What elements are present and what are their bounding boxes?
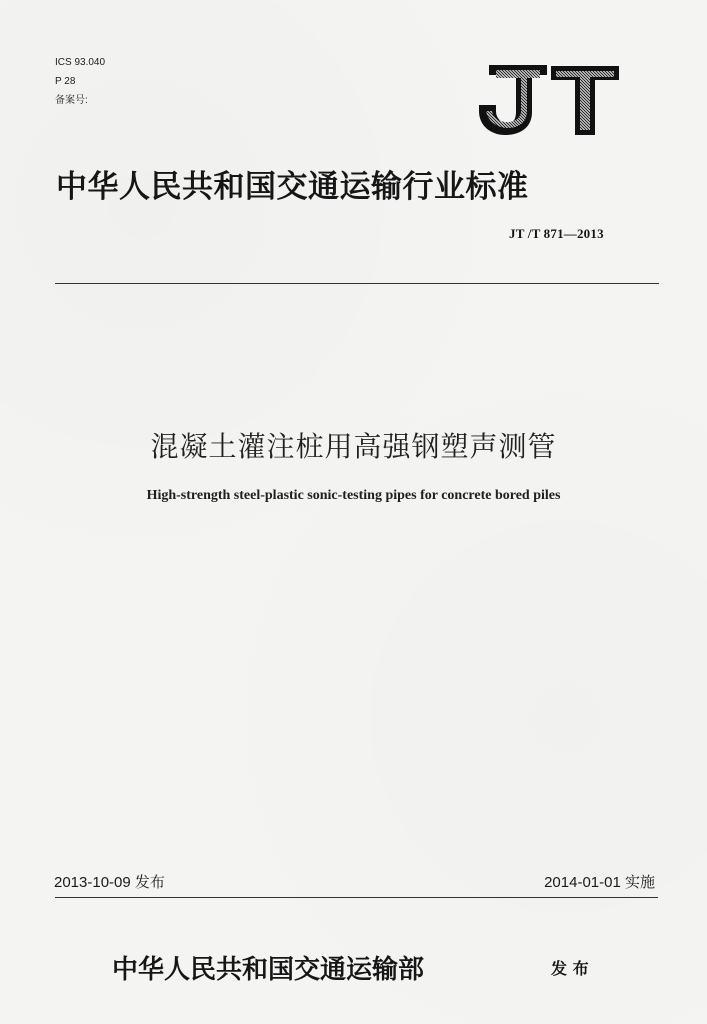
p-code: P 28 xyxy=(55,76,76,87)
jt-logo-mark xyxy=(479,65,619,135)
document-title-english: High-strength steel-plastic sonic-testing pipes for concrete bored piles xyxy=(146,488,561,503)
jt-logo xyxy=(474,60,624,138)
top-divider xyxy=(55,283,659,284)
document-title-chinese: 混凝土灌注桩用高强钢塑声测管 xyxy=(150,430,557,463)
standard-organization: 中华人民共和国交通运输行业标准 xyxy=(56,169,529,205)
release-date: 2013-10-09 发布 xyxy=(54,874,165,891)
classification-block xyxy=(55,53,105,110)
standard-code: JT /T 871—2013 xyxy=(509,226,604,241)
issuing-authority: 中华人民共和国交通运输部 xyxy=(112,955,425,985)
record-number-label: 备案号: xyxy=(55,95,88,106)
issue-action-label: 发 布 xyxy=(551,959,589,978)
implementation-date: 2014-01-01 实施 xyxy=(544,874,655,891)
ics-code: ICS 93.040 xyxy=(55,57,106,68)
bottom-divider xyxy=(55,897,658,898)
